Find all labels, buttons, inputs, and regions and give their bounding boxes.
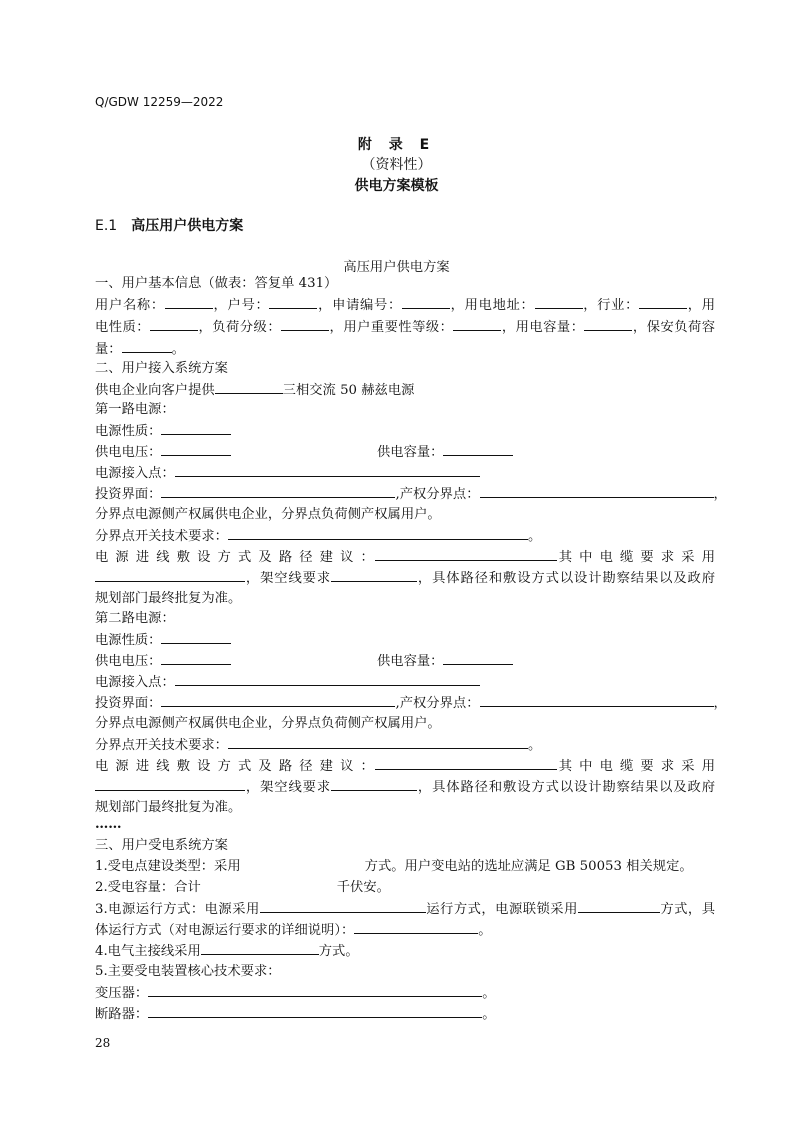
breaker-blank[interactable] [148, 1004, 482, 1018]
route-2-voltage-blank[interactable] [161, 651, 231, 665]
load-class-blank[interactable] [281, 317, 329, 331]
receiving-point-type: 1.受电点建设类型：采用 方式。用户变电站的选址应满足 GB 50053 相关规定。 [95, 859, 693, 874]
breaker-line: 断路器： 。 [95, 1004, 495, 1025]
route-1-capacity-blank[interactable] [443, 442, 513, 456]
security-load-blank[interactable] [122, 339, 172, 353]
route-1-nature: 电源性质： [95, 421, 231, 442]
route-2-voltage: 供电电压： [95, 651, 231, 672]
route-2-switch: 分界点开关技术要求： 。 [95, 735, 541, 756]
source-operation-blank[interactable] [260, 899, 426, 913]
route-1-laying-2: ，架空线要求 ，具体路径和敷设方式以设计勘察结果以及政府 [95, 568, 715, 589]
section-1-heading: 一、用户基本信息（做表：答复单 431） [95, 276, 338, 291]
appendix-title: 供电方案模板 [354, 178, 439, 194]
route-2-overhead-blank[interactable] [331, 777, 417, 791]
operation-detail-blank[interactable] [354, 920, 478, 934]
section-number: E.1 [95, 218, 118, 234]
route-2-property-blank[interactable] [480, 693, 714, 707]
route-1-laying-blank[interactable] [375, 547, 557, 561]
document-code: Q/GDW 12259—2022 [95, 95, 224, 109]
ellipsis: …… [95, 817, 122, 832]
route-1-heading: 第一路电源： [95, 402, 175, 417]
route-1-voltage-blank[interactable] [161, 442, 231, 456]
route-1-invest: 投资界面： ,产权分界点： ， [95, 484, 727, 505]
user-name-blank[interactable] [165, 295, 213, 309]
page-number: 28 [95, 1036, 111, 1050]
route-1-access-blank[interactable] [175, 463, 480, 477]
transformer-line: 变压器： 。 [95, 983, 495, 1004]
route-2-laying-2: ，架空线要求 ，具体路径和敷设方式以设计勘察结果以及政府 [95, 777, 715, 798]
route-1-nature-blank[interactable] [161, 421, 231, 435]
appendix-label: 附 录 E [357, 137, 436, 153]
section-heading [95, 215, 243, 235]
main-wiring-blank[interactable] [201, 941, 319, 955]
capacity-blank[interactable] [584, 317, 632, 331]
operation-mode-2: 体运行方式（对电源运行要求的详细说明）： 。 [95, 920, 492, 941]
route-1-property-blank[interactable] [480, 484, 714, 498]
route-1-switch-blank[interactable] [228, 526, 528, 540]
route-2-laying-1: 电 源 进 线 敷 设 方 式 及 路 径 建 议 ： 其 中 电 缆 要 求 采 用 [95, 756, 715, 777]
route-2-capacity: 供电容量： [377, 651, 513, 672]
route-1-voltage: 供电电压： [95, 442, 231, 463]
route-1-laying-1: 电 源 进 线 敷 设 方 式 及 路 径 建 议 ： 其 中 电 缆 要 求 采 用 [95, 547, 715, 568]
route-2-cable-blank[interactable] [95, 777, 245, 791]
electricity-nature-blank[interactable] [150, 317, 198, 331]
application-number-blank[interactable] [402, 295, 450, 309]
route-2-boundary-note: 分界点电源侧产权属供电企业，分界点负荷侧产权属用户。 [95, 716, 441, 731]
route-1-boundary-note: 分界点电源侧产权属供电企业，分界点负荷侧产权属用户。 [95, 507, 441, 522]
main-wiring: 4.电气主接线采用 方式。 [95, 941, 359, 962]
basic-info-line-2: 电性质： ，负荷分级： ，用户重要性等级： ，用电容量： ，保安负荷容 [95, 317, 715, 338]
route-2-capacity-blank[interactable] [443, 651, 513, 665]
route-2-invest: 投资界面： ,产权分界点： ， [95, 693, 727, 714]
route-2-invest-blank[interactable] [161, 693, 395, 707]
route-2-access-blank[interactable] [175, 672, 480, 686]
route-2-switch-blank[interactable] [228, 735, 528, 749]
route-2-nature-blank[interactable] [161, 630, 231, 644]
route-2-nature: 电源性质： [95, 630, 231, 651]
route-1-invest-blank[interactable] [161, 484, 395, 498]
route-1-access: 电源接入点： [95, 463, 480, 484]
section-title: 高压用户供电方案 [131, 218, 244, 234]
route-2-heading: 第二路电源： [95, 611, 175, 626]
basic-info-line-1: 用户名称： ，户号： ，申请编号： ，用电地址： ，行业： ，用 [95, 295, 715, 316]
address-blank[interactable] [535, 295, 583, 309]
importance-level-blank[interactable] [453, 317, 501, 331]
route-1-switch: 分界点开关技术要求： 。 [95, 526, 541, 547]
section-3-heading: 三、用户受电系统方案 [95, 838, 228, 853]
route-2-laying-3: 规划部门最终批复为准。 [95, 800, 242, 815]
route-1-capacity: 供电容量： [377, 442, 513, 463]
route-2-laying-blank[interactable] [375, 756, 557, 770]
route-1-laying-3: 规划部门最终批复为准。 [95, 591, 242, 606]
form-title: 高压用户供电方案 [343, 260, 450, 275]
section-2-heading: 二、用户接入系统方案 [95, 361, 228, 376]
account-number-blank[interactable] [269, 295, 317, 309]
route-2-access: 电源接入点： [95, 672, 480, 693]
receiving-capacity: 2.受电容量：合计 千伏安。 [95, 880, 390, 895]
industry-blank[interactable] [639, 295, 687, 309]
supply-line: 供电企业向客户提供 三相交流 50 赫兹电源 [95, 380, 414, 401]
supply-type-blank[interactable] [215, 380, 283, 394]
interlock-blank[interactable] [578, 899, 660, 913]
route-1-overhead-blank[interactable] [331, 568, 417, 582]
core-tech-requirements: 5.主要受电装置核心技术要求： [95, 964, 281, 979]
transformer-blank[interactable] [148, 983, 482, 997]
route-1-cable-blank[interactable] [95, 568, 245, 582]
operation-mode-1: 3.电源运行方式：电源采用 运行方式，电源联锁采用 方式，具 [95, 899, 715, 920]
appendix-annotation: （资料性） [361, 157, 432, 173]
basic-info-line-3: 量： 。 [95, 339, 185, 360]
